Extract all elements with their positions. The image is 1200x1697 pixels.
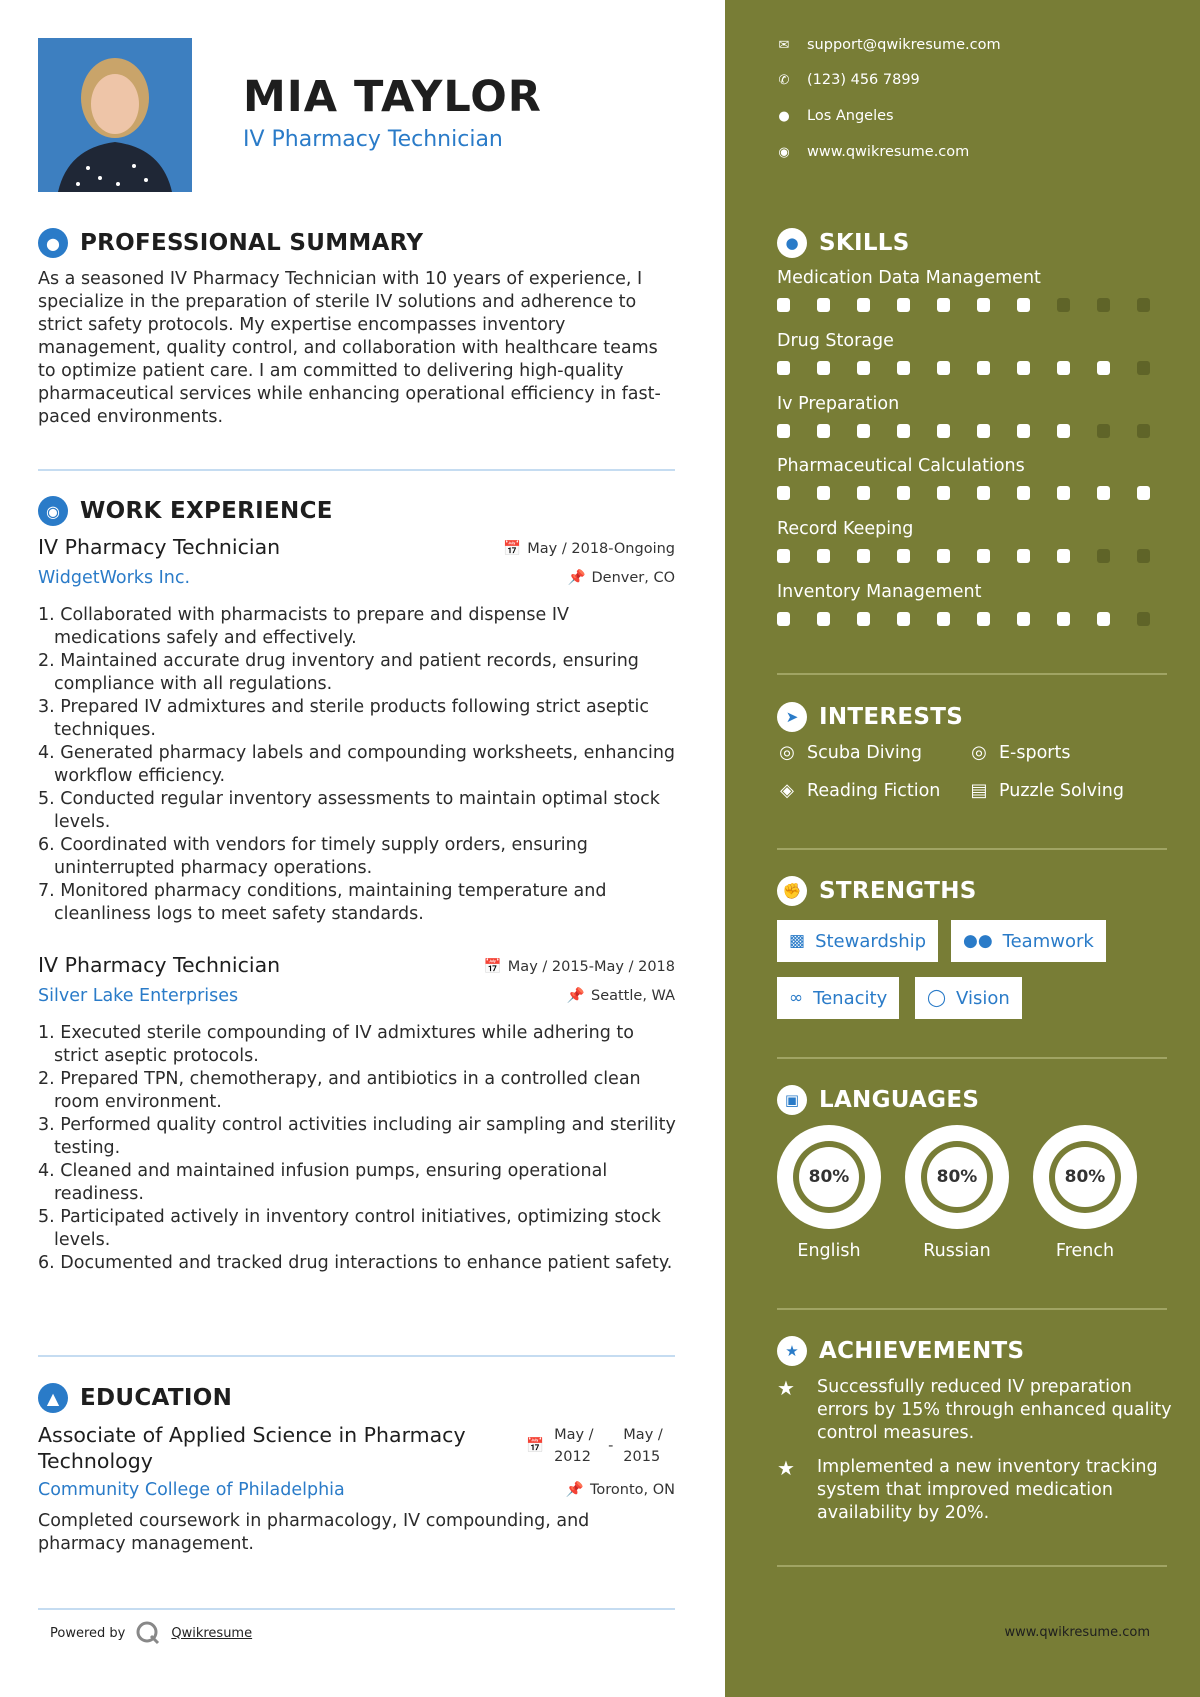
job-company: Silver Lake Enterprises xyxy=(38,986,239,1006)
skill-name: Inventory Management xyxy=(777,582,982,602)
language-name: French xyxy=(1055,1241,1115,1261)
briefcase-icon: ◉ xyxy=(38,496,68,526)
paper-plane-icon: ➤ xyxy=(777,702,807,732)
summary-header xyxy=(38,228,423,258)
list-item: 5. Conducted regular inventory assessments to maintain optimal stock levels. xyxy=(38,789,660,832)
pin-icon: 📌 xyxy=(565,1482,584,1498)
strength-tag xyxy=(951,920,1106,962)
list-item: 3. Prepared IV admixtures and sterile products following strict aseptic techniques. xyxy=(38,697,650,740)
interest-label: E-sports xyxy=(999,742,1071,763)
contact-email xyxy=(777,37,1001,53)
location-text: Los Angeles xyxy=(807,108,894,124)
website-text[interactable]: www.qwikresume.com xyxy=(807,144,970,160)
date-separator: - xyxy=(608,1438,614,1454)
ring-gap xyxy=(921,1141,993,1213)
languages-title: LANGUAGES xyxy=(819,1087,980,1113)
skill-level-dots xyxy=(777,549,1177,563)
interest-label: Scuba Diving xyxy=(807,742,922,763)
user-icon: ● xyxy=(38,228,68,258)
achievements-header xyxy=(777,1336,1024,1366)
skill-dot-filled xyxy=(1057,361,1070,375)
divider xyxy=(777,1057,1167,1059)
education-start: May / 2012 xyxy=(554,1427,594,1465)
globe-icon: ◉ xyxy=(778,144,790,160)
contact-location xyxy=(777,108,894,124)
achievement-item xyxy=(777,1456,1177,1525)
achievement-text: Implemented a new inventory tracking system that improved medication availability by 20%. xyxy=(817,1457,1158,1523)
language-percent: 80% xyxy=(1055,1147,1115,1207)
divider xyxy=(38,469,675,471)
list-item: 7. Monitored pharmacy conditions, maintaining temperature and cleanliness logs to meet safety standards. xyxy=(38,881,607,924)
ring-gap xyxy=(1049,1141,1121,1213)
skill-dot-filled xyxy=(977,361,990,375)
lifebuoy-icon: ◎ xyxy=(779,742,795,763)
pin-icon: 📌 xyxy=(566,988,585,1004)
star-icon: ★ xyxy=(777,1456,795,1480)
job-dates-row xyxy=(38,958,675,982)
skill-dot-filled xyxy=(1097,612,1110,626)
strengths-title: STRENGTHS xyxy=(819,878,977,904)
strengths-header xyxy=(777,876,977,906)
languages-header xyxy=(777,1085,979,1115)
powered-by xyxy=(50,1620,252,1646)
language-percent: 80% xyxy=(927,1147,987,1207)
skill-dot-filled xyxy=(777,549,790,563)
brand-link[interactable]: Qwikresume xyxy=(171,1625,253,1641)
skill-dot-filled xyxy=(857,549,870,563)
skill-dot-filled xyxy=(1017,424,1030,438)
strength-label: Vision xyxy=(956,987,1010,1009)
skill-level-dots xyxy=(777,361,1177,375)
list-item: 1. Executed sterile compounding of IV admixtures while adhering to strict aseptic protocols. xyxy=(38,1023,634,1066)
language-ring xyxy=(777,1125,881,1229)
skill-dot-filled xyxy=(857,486,870,500)
skill-dot-filled xyxy=(817,361,830,375)
skill-dot-filled xyxy=(817,549,830,563)
job-title: IV Pharmacy Technician xyxy=(38,535,281,559)
skill-name: Medication Data Management xyxy=(777,268,1041,288)
phone-icon: ✆ xyxy=(778,72,790,88)
skill-dot-filled xyxy=(857,424,870,438)
language-ring xyxy=(1033,1125,1137,1229)
skill-dot-filled xyxy=(1097,486,1110,500)
qwikresume-logo-icon xyxy=(135,1620,161,1646)
skill-dot-empty xyxy=(1137,549,1150,563)
envelope-icon: ✉ xyxy=(778,37,790,53)
skill-dot-filled xyxy=(1057,612,1070,626)
skill-dot-filled xyxy=(1017,298,1030,312)
divider xyxy=(38,1355,675,1357)
job-dates-text: May / 2018-Ongoing xyxy=(527,540,675,557)
skill-dot-filled xyxy=(1017,486,1030,500)
divider xyxy=(777,1308,1167,1310)
skill-name: Record Keeping xyxy=(777,519,914,539)
skill-dot-empty xyxy=(1137,361,1150,375)
language-name: English xyxy=(797,1241,861,1261)
sidebar xyxy=(725,0,1200,1697)
fist-icon: ✊ xyxy=(777,876,807,906)
skill-name: Iv Preparation xyxy=(777,394,900,414)
phone-text: (123) 456 7899 xyxy=(807,72,920,88)
list-item: 2. Prepared TPN, chemotherapy, and antibiotics in a controlled clean room environment. xyxy=(38,1069,641,1112)
skill-dot-filled xyxy=(977,298,990,312)
ring-gap xyxy=(793,1141,865,1213)
skill-dot-filled xyxy=(1017,612,1030,626)
link-icon: ∞ xyxy=(789,988,804,1008)
skill-dot-empty xyxy=(1097,549,1110,563)
language-ring xyxy=(905,1125,1009,1229)
education-location-row xyxy=(38,1481,675,1505)
skill-dot-empty xyxy=(1137,298,1150,312)
interest-item xyxy=(969,742,1070,763)
skill-dot-filled xyxy=(977,612,990,626)
skill-dot-filled xyxy=(977,549,990,563)
list-item: 4. Cleaned and maintained infusion pumps, ensuring operational readiness. xyxy=(38,1161,608,1204)
skill-dot-filled xyxy=(1057,549,1070,563)
skill-dot-filled xyxy=(817,486,830,500)
skill-dot-empty xyxy=(1137,424,1150,438)
translate-icon: ▣ xyxy=(777,1085,807,1115)
job-dates xyxy=(484,958,675,975)
skill-name: Drug Storage xyxy=(777,331,894,351)
skill-dot-filled xyxy=(817,424,830,438)
skill-level-dots xyxy=(777,298,1177,312)
strength-tag xyxy=(915,977,1022,1019)
candidate-name: MIA TAYLOR xyxy=(243,72,542,122)
job-location-text: Denver, CO xyxy=(591,569,675,586)
star-icon: ★ xyxy=(777,1376,795,1400)
education-location-text: Toronto, ON xyxy=(589,1481,675,1498)
strength-label: Stewardship xyxy=(815,930,927,952)
skill-dot-filled xyxy=(1017,549,1030,563)
skill-dot-filled xyxy=(1057,486,1070,500)
language-name: Russian xyxy=(923,1241,991,1261)
achievement-text: Successfully reduced IV preparation errors by 15% through enhanced quality control measures. xyxy=(817,1377,1172,1443)
skill-dot-filled xyxy=(937,549,950,563)
language-item xyxy=(905,1125,1009,1261)
calendar-icon: 📅 xyxy=(503,541,522,557)
strength-label: Teamwork xyxy=(1002,930,1094,952)
skill-dot-filled xyxy=(977,486,990,500)
education-end: May / 2015 xyxy=(623,1427,663,1465)
education-description: Completed coursework in pharmacology, IV compounding, and pharmacy management. xyxy=(38,1511,590,1554)
skill-dot-filled xyxy=(777,424,790,438)
education-title: EDUCATION xyxy=(80,1385,233,1411)
skill-dot-empty xyxy=(1097,298,1110,312)
skill-dot-filled xyxy=(777,298,790,312)
strength-tag xyxy=(777,977,899,1019)
contact-website xyxy=(777,144,969,160)
skill-level-dots xyxy=(777,486,1177,500)
skill-dot-filled xyxy=(777,486,790,500)
skill-dot-filled xyxy=(897,612,910,626)
star-badge-icon: ★ xyxy=(777,1336,807,1366)
calendar-icon: 📅 xyxy=(483,959,502,975)
skills-header xyxy=(777,228,910,258)
book-icon: ▤ xyxy=(970,780,988,801)
skill-dot-filled xyxy=(1137,486,1150,500)
skill-item xyxy=(777,519,1177,563)
skill-dot-filled xyxy=(1057,424,1070,438)
language-item xyxy=(1033,1125,1137,1261)
skill-dot-filled xyxy=(937,424,950,438)
list-item: 6. Documented and tracked drug interactions to enhance patient safety. xyxy=(38,1253,673,1273)
skill-dot-filled xyxy=(857,298,870,312)
job-responsibilities xyxy=(38,1022,678,1275)
users-icon: ●● xyxy=(963,931,993,951)
list-item: 2. Maintained accurate drug inventory and patient records, ensuring compliance with all regulations. xyxy=(38,651,639,694)
interests-header xyxy=(777,702,963,732)
job-location xyxy=(567,987,675,1004)
skill-name: Pharmaceutical Calculations xyxy=(777,456,1025,476)
list-item: 4. Generated pharmacy labels and compounding worksheets, enhancing workflow efficiency. xyxy=(38,743,676,786)
job-title: IV Pharmacy Technician xyxy=(38,953,281,977)
candidate-role: IV Pharmacy Technician xyxy=(243,127,503,152)
job-location xyxy=(567,569,675,586)
skill-dot-filled xyxy=(937,486,950,500)
list-item: 5. Participated actively in inventory control initiatives, optimizing stock levels. xyxy=(38,1207,661,1250)
job-responsibilities xyxy=(38,604,678,926)
skill-item xyxy=(777,331,1177,375)
skill-dot-filled xyxy=(937,612,950,626)
skill-dot-filled xyxy=(897,549,910,563)
skill-dot-filled xyxy=(897,424,910,438)
calendar-icon: 📅 xyxy=(526,1438,545,1454)
skill-dot-filled xyxy=(937,361,950,375)
language-item xyxy=(777,1125,881,1261)
lightbulb-icon: ● xyxy=(777,228,807,258)
divider xyxy=(777,673,1167,675)
job-location-text: Seattle, WA xyxy=(590,987,675,1004)
job-dates-row xyxy=(38,540,675,564)
skill-dot-filled xyxy=(897,298,910,312)
skill-level-dots xyxy=(777,612,1177,626)
job-dates-text: May / 2015-May / 2018 xyxy=(507,958,675,975)
skill-dot-filled xyxy=(817,612,830,626)
skill-dot-filled xyxy=(897,486,910,500)
skill-item xyxy=(777,394,1177,438)
map-pin-icon: ● xyxy=(778,108,790,124)
school-name: Community College of Philadelphia xyxy=(38,1480,345,1500)
skill-item xyxy=(777,582,1177,626)
skill-dot-filled xyxy=(857,361,870,375)
skill-dot-empty xyxy=(1097,424,1110,438)
job-location-row xyxy=(38,569,675,593)
divider xyxy=(38,1608,675,1610)
divider xyxy=(777,848,1167,850)
list-item: 6. Coordinated with vendors for timely supply orders, ensuring uninterrupted pharmacy operations. xyxy=(38,835,588,878)
summary-text: As a seasoned IV Pharmacy Technician with 10 years of experience, I specialize in the preparation of sterile IV solutions and adherence to strict safety protocols. My expertise encompasses inventory management, quality control, and collaboration with healthcare teams to optimize patient care. I am committed to delivering high-quality pharmaceutical services while enhancing operational efficiency in fast-paced environments. xyxy=(38,269,661,427)
interest-label: Puzzle Solving xyxy=(999,780,1124,801)
powered-by-label: Powered by xyxy=(50,1625,126,1641)
language-percent: 80% xyxy=(799,1147,859,1207)
skill-dot-filled xyxy=(1017,361,1030,375)
education-dates xyxy=(526,1424,667,1468)
profile-photo-image xyxy=(38,38,192,192)
skill-dot-filled xyxy=(777,612,790,626)
experience-header xyxy=(38,496,333,526)
list-item: 3. Performed quality control activities including air sampling and sterility testing. xyxy=(38,1115,676,1158)
binoculars-icon: ◯ xyxy=(927,988,947,1008)
gamepad-icon: ◈ xyxy=(780,780,794,801)
interest-item xyxy=(777,742,922,763)
education-location xyxy=(566,1481,675,1498)
strength-tag xyxy=(777,920,938,962)
skill-dot-empty xyxy=(1137,612,1150,626)
interest-label: Reading Fiction xyxy=(807,780,941,801)
skill-item xyxy=(777,456,1177,500)
interest-item xyxy=(777,780,940,801)
email-text[interactable]: support@qwikresume.com xyxy=(807,37,1001,53)
skill-dot-filled xyxy=(1097,361,1110,375)
briefcase-icon: ▩ xyxy=(789,931,806,951)
skill-dot-filled xyxy=(897,361,910,375)
divider xyxy=(777,1565,1167,1567)
achievements-title: ACHIEVEMENTS xyxy=(819,1338,1025,1364)
graduation-cap-icon: ▲ xyxy=(38,1383,68,1413)
pin-icon: 📌 xyxy=(567,570,586,586)
skill-dot-filled xyxy=(857,612,870,626)
job-dates xyxy=(503,540,675,557)
interest-item xyxy=(969,780,1124,801)
job-location-row xyxy=(38,987,675,1011)
strength-label: Tenacity xyxy=(813,987,888,1009)
experience-title: WORK EXPERIENCE xyxy=(80,498,333,524)
skill-level-dots xyxy=(777,424,1177,438)
contact-phone xyxy=(777,72,920,88)
job-company: WidgetWorks Inc. xyxy=(38,568,191,588)
achievement-item xyxy=(777,1376,1177,1445)
footer-url[interactable]: www.qwikresume.com xyxy=(1004,1625,1150,1640)
summary-title: PROFESSIONAL SUMMARY xyxy=(80,230,424,256)
skill-dot-filled xyxy=(937,298,950,312)
interests-title: INTERESTS xyxy=(819,704,964,730)
lifebuoy-icon: ◎ xyxy=(971,742,987,763)
skill-dot-filled xyxy=(977,424,990,438)
degree-title: Associate of Applied Science in Pharmacy Technology xyxy=(38,1423,466,1473)
education-header xyxy=(38,1383,232,1413)
list-item: 1. Collaborated with pharmacists to prepare and dispense IV medications safely and effectively. xyxy=(38,605,569,648)
profile-photo xyxy=(38,38,192,192)
skill-dot-empty xyxy=(1057,298,1070,312)
skill-dot-filled xyxy=(777,361,790,375)
skill-item xyxy=(777,268,1177,312)
skills-title: SKILLS xyxy=(819,230,910,256)
skill-dot-filled xyxy=(817,298,830,312)
